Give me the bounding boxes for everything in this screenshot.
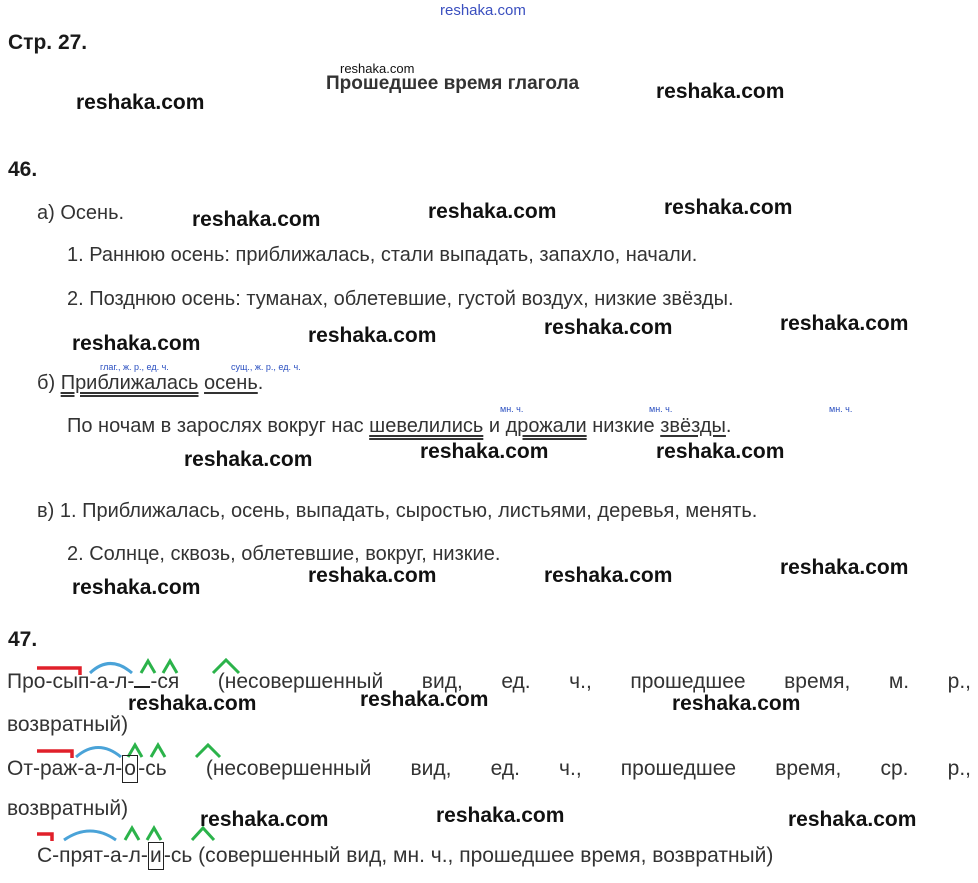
prefix-mark [37, 834, 52, 841]
section-b-label: б) [37, 372, 56, 394]
watermark: reshaka.com [128, 692, 257, 715]
exercise-number: 46. [8, 158, 38, 181]
watermark: reshaka.com [72, 576, 201, 599]
word-parts: С-прят-а-л- и -сь [37, 844, 192, 867]
watermark: reshaka.com [656, 80, 785, 103]
word-analysis-2 [7, 755, 971, 783]
watermark: reshaka.com [360, 688, 489, 711]
predicate-word: Приближалась [60, 372, 199, 394]
watermark: reshaka.com [200, 808, 329, 831]
text: По ночам в зарослях вокруг нас [67, 415, 364, 437]
section-c-line-2: 2. Солнце, сквозь, облетевшие, вокруг, низкие. [67, 543, 501, 565]
ending-box: о [122, 755, 138, 783]
annotation: сущ., ж. р., ед. ч. [231, 362, 301, 372]
watermark: reshaka.com [420, 440, 549, 463]
text: и [488, 415, 501, 437]
watermark: reshaka.com [76, 91, 205, 114]
postfix-mark [192, 828, 214, 840]
watermark: reshaka.com [436, 804, 565, 827]
page-number: Стр. 27. [8, 31, 88, 54]
watermark: reshaka.com [544, 564, 673, 587]
watermark: reshaka.com [72, 332, 201, 355]
annotation: мн. ч. [829, 404, 853, 414]
subject-word: осень [204, 372, 258, 394]
watermark: reshaka.com [656, 440, 785, 463]
section-c-line-1: в) 1. Приближалась, осень, выпадать, сыростью, листьями, деревья, менять. [37, 500, 758, 522]
word-description: (несовершенный вид, ед. ч., прошедшее время, м. р., [217, 670, 971, 693]
word-parts: От-раж-а-л-о -сь [7, 757, 167, 780]
watermark: reshaka.com [544, 316, 673, 339]
word-analysis-1 [7, 670, 971, 694]
watermark: reshaka.com [780, 312, 909, 335]
watermark: reshaka.com [780, 556, 909, 579]
watermark: reshaka.com [664, 196, 793, 219]
watermark: reshaka.com [308, 564, 437, 587]
watermark: reshaka.com [788, 808, 917, 831]
word-analysis-3 [37, 842, 773, 870]
word-description: (несовершенный вид, ед. ч., прошедшее время, ср. р., [205, 757, 971, 780]
watermark: reshaka.com [340, 61, 415, 76]
annotation: мн. ч. [500, 404, 524, 414]
watermark-top: reshaka.com [440, 2, 526, 19]
page-title: Прошедшее время глагола [326, 73, 580, 94]
suffix-mark [147, 828, 161, 840]
root-mark [64, 831, 116, 840]
subject-word: звёзды [660, 415, 726, 437]
section-a-label: а) Осень. [37, 202, 125, 224]
predicate-word: дрожали [505, 415, 587, 437]
word-description: (совершенный вид, мн. ч., прошедшее время, возвратный) [198, 844, 774, 867]
word-description-cont: возвратный) [7, 797, 129, 820]
annotation: мн. ч. [649, 404, 673, 414]
watermark: reshaka.com [308, 324, 437, 347]
word-parts: Про-сып-а-л- -ся [7, 670, 180, 693]
text: низкие [592, 415, 655, 437]
watermark: reshaka.com [428, 200, 557, 223]
word-description-cont: возвратный) [7, 713, 129, 736]
ending-box: и [148, 842, 164, 870]
annotation: глаг., ж. р., ед. ч. [100, 362, 169, 372]
watermark: reshaka.com [192, 208, 321, 231]
ending-box [134, 686, 150, 688]
exercise-number: 47. [8, 628, 38, 651]
section-a-item-1: 1. Раннюю осень: приближалась, стали выпадать, запахло, начали. [67, 244, 698, 266]
predicate-word: шевелились [369, 415, 484, 437]
watermark: reshaka.com [184, 448, 313, 471]
suffix-mark [125, 828, 139, 840]
section-a-item-2: 2. Позднюю осень: туманах, облетевшие, густой воздух, низкие звёзды. [67, 288, 734, 310]
watermark: reshaka.com [672, 692, 801, 715]
period: . [725, 415, 732, 437]
period: . [257, 372, 264, 394]
